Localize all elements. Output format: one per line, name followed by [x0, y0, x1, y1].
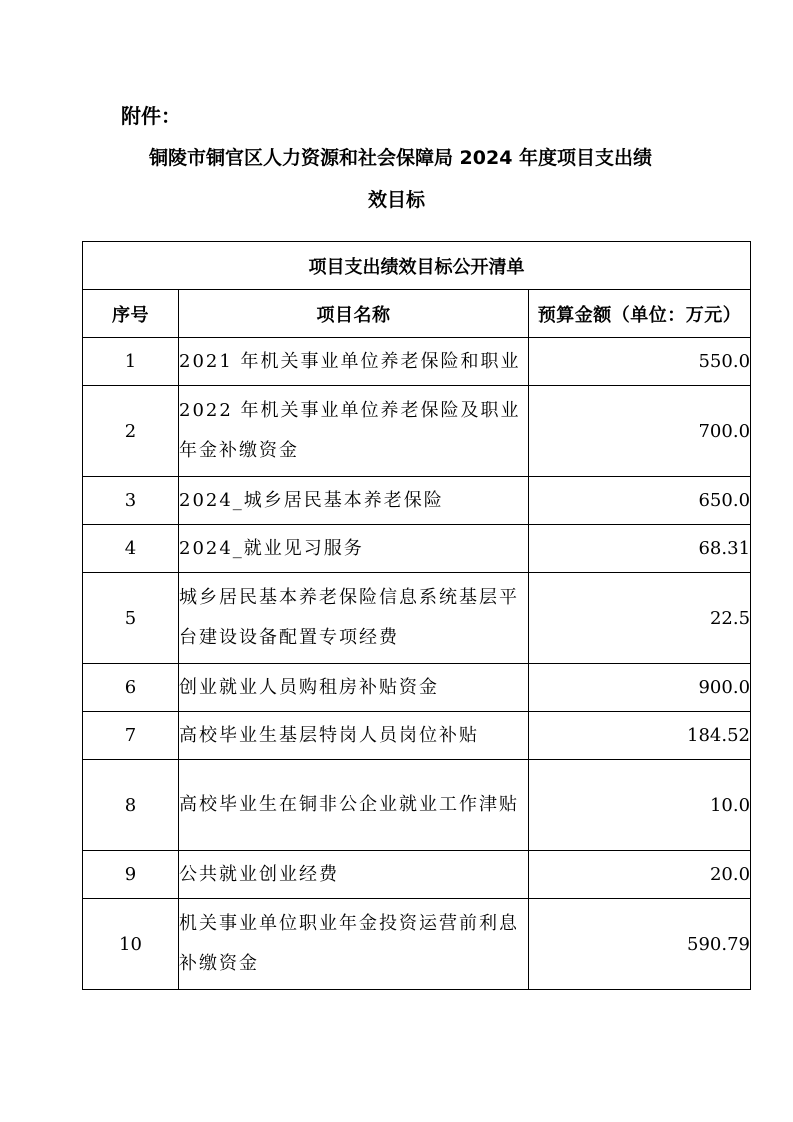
- performance-targets-table: [82, 241, 751, 990]
- header-serial-number: 序号: [83, 290, 179, 338]
- document-title-line-2: 效目标: [367, 189, 425, 211]
- row-project-name: 高校毕业生基层特岗人员岗位补贴: [179, 712, 529, 760]
- row-budget-amount: 22.5: [529, 573, 751, 664]
- table-row: [83, 712, 751, 760]
- row-budget-amount: 590.79: [529, 899, 751, 990]
- row-serial-number: 5: [83, 573, 179, 664]
- row-project-name: 2021 年机关事业单位养老保险和职业: [179, 338, 529, 386]
- table-row: [83, 851, 751, 899]
- row-serial-number: 9: [83, 851, 179, 899]
- row-budget-amount: 550.0: [529, 338, 751, 386]
- row-project-name: 2022 年机关事业单位养老保险及职业年金补缴资金: [179, 386, 529, 477]
- row-serial-number: 1: [83, 338, 179, 386]
- row-budget-amount: 650.0: [529, 477, 751, 525]
- row-serial-number: 4: [83, 525, 179, 573]
- row-project-name: 城乡居民基本养老保险信息系统基层平台建设设备配置专项经费: [179, 573, 529, 664]
- attachment-label: 附件：: [121, 104, 181, 128]
- row-budget-amount: 184.52: [529, 712, 751, 760]
- row-serial-number: 3: [83, 477, 179, 525]
- table-caption: 项目支出绩效目标公开清单: [83, 242, 751, 290]
- row-project-name: 公共就业创业经费: [179, 851, 529, 899]
- table-row: [83, 760, 751, 851]
- table-row: [83, 664, 751, 712]
- row-serial-number: 10: [83, 899, 179, 990]
- header-project-name: 项目名称: [179, 290, 529, 338]
- row-project-name: 创业就业人员购租房补贴资金: [179, 664, 529, 712]
- row-project-name: 2024_城乡居民基本养老保险: [179, 477, 529, 525]
- row-budget-amount: 10.0: [529, 760, 751, 851]
- table-row: [83, 525, 751, 573]
- row-project-name: 2024_就业见习服务: [179, 525, 529, 573]
- table-row: [83, 477, 751, 525]
- table-row: [83, 899, 751, 990]
- row-serial-number: 7: [83, 712, 179, 760]
- row-project-name: 机关事业单位职业年金投资运营前利息补缴资金: [179, 899, 529, 990]
- table-row: [83, 338, 751, 386]
- table-row: [83, 573, 751, 664]
- table-caption-row: [83, 242, 751, 290]
- document-title-line-1: 铜陵市铜官区人力资源和社会保障局 2024 年度项目支出绩: [148, 147, 653, 169]
- header-budget-amount: 预算金额（单位：万元）: [529, 290, 751, 338]
- table-header-row: [83, 290, 751, 338]
- row-budget-amount: 20.0: [529, 851, 751, 899]
- row-budget-amount: 68.31: [529, 525, 751, 573]
- row-serial-number: 2: [83, 386, 179, 477]
- row-budget-amount: 700.0: [529, 386, 751, 477]
- row-serial-number: 6: [83, 664, 179, 712]
- row-serial-number: 8: [83, 760, 179, 851]
- row-budget-amount: 900.0: [529, 664, 751, 712]
- row-project-name: 高校毕业生在铜非公企业就业工作津贴: [179, 760, 529, 851]
- table-row: [83, 386, 751, 477]
